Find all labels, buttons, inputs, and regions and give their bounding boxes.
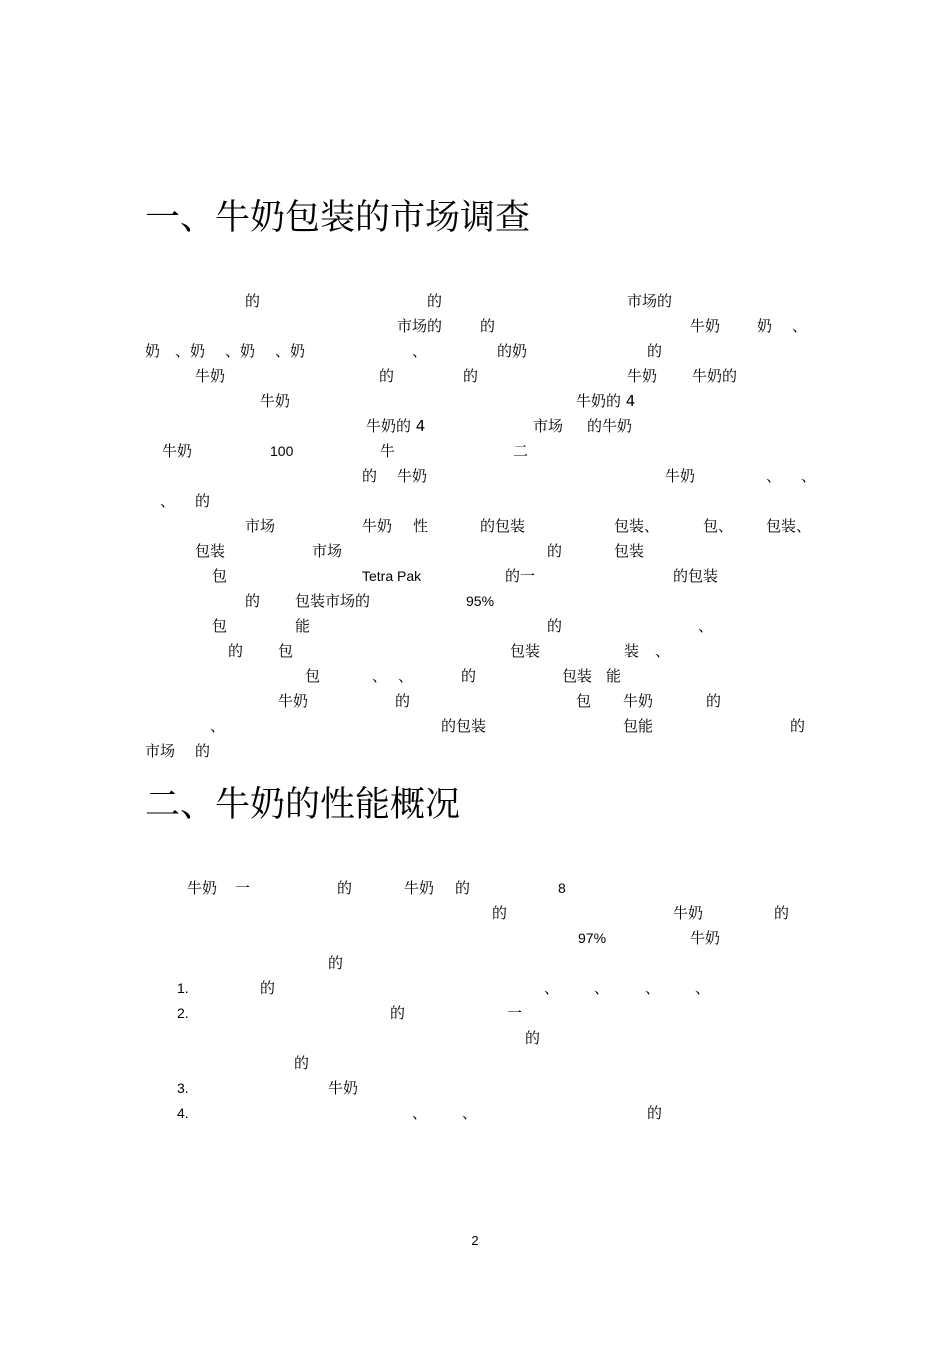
text-fragment: 、 <box>372 667 388 685</box>
text-fragment: 的 <box>245 592 261 610</box>
text-fragment: 牛奶 <box>187 879 218 897</box>
text-fragment: 奶 <box>757 317 773 335</box>
text-fragment: 、 <box>160 492 176 510</box>
text-fragment: 牛奶 <box>162 442 193 460</box>
text-fragment: 的 <box>647 342 663 360</box>
text-fragment: 市场 <box>145 742 176 760</box>
text-fragment: 牛奶 <box>627 367 658 385</box>
text-fragment: 性 <box>413 517 429 535</box>
text-fragment: 牛奶 <box>328 1079 359 1097</box>
text-fragment: 的 <box>463 367 479 385</box>
text-fragment: 牛奶 <box>404 879 435 897</box>
text-fragment: 的 <box>790 717 806 735</box>
text-fragment: 牛奶 <box>673 904 704 922</box>
text-fragment: 的 <box>337 879 353 897</box>
text-fragment: 包装、 <box>614 517 660 535</box>
text-fragment: 2. <box>177 1005 189 1021</box>
text-fragment: 市场的 <box>397 317 443 335</box>
page-number: 2 <box>471 1233 479 1248</box>
text-fragment: 包装、 <box>766 517 812 535</box>
text-fragment: 包 <box>278 642 294 660</box>
text-fragment: 能 <box>606 667 622 685</box>
text-fragment: 包能 <box>623 717 654 735</box>
text-fragment: 、 <box>210 717 226 735</box>
text-fragment: 装 <box>624 642 640 660</box>
text-fragment: 包 <box>305 667 321 685</box>
text-fragment: 、奶 <box>225 342 256 360</box>
text-fragment: 包装 <box>562 667 593 685</box>
text-fragment: 能 <box>295 617 311 635</box>
text-fragment: 的 <box>294 1054 310 1072</box>
text-fragment: 的 <box>492 904 508 922</box>
text-fragment: Tetra Pak <box>362 568 422 584</box>
text-fragment: 牛奶 <box>362 517 393 535</box>
text-fragment: 的 <box>195 742 211 760</box>
text-fragment: 、 <box>544 979 560 997</box>
text-fragment: 、 <box>412 1104 428 1122</box>
text-fragment: 牛奶 <box>665 467 696 485</box>
text-fragment: 1. <box>177 980 189 996</box>
text-fragment: 包装市场的 <box>295 592 371 610</box>
text-fragment: 的 <box>395 692 411 710</box>
text-fragment: 100 <box>270 443 294 459</box>
text-fragment: 的牛奶 <box>587 417 633 435</box>
text-fragment: 3. <box>177 1080 189 1096</box>
text-fragment: 4. <box>177 1105 189 1121</box>
text-fragment: 的 <box>461 667 477 685</box>
text-fragment: 的 <box>260 979 276 997</box>
text-fragment: 的包装 <box>441 717 487 735</box>
text-fragment: 牛奶 <box>690 929 721 947</box>
text-fragment: 牛奶 <box>260 392 291 410</box>
text-fragment: 包 <box>212 567 228 585</box>
text-fragment: 一 <box>507 1004 523 1022</box>
text-fragment: 市场 <box>533 417 564 435</box>
text-fragment: 的包装 <box>673 567 719 585</box>
text-fragment: 、 <box>792 317 808 335</box>
section-heading-market-survey: 一、牛奶包装的市场调查 <box>145 198 531 238</box>
text-fragment: 、 <box>645 979 661 997</box>
text-fragment: 、 <box>462 1104 478 1122</box>
text-fragment: 牛奶 <box>690 317 721 335</box>
text-fragment: 牛奶的 4 <box>366 417 426 435</box>
text-fragment: 的 <box>390 1004 406 1022</box>
text-fragment: 的一 <box>505 567 536 585</box>
text-fragment: 、 <box>398 667 414 685</box>
text-fragment: 牛奶的 4 <box>576 392 636 410</box>
text-fragment: 的 <box>427 292 443 310</box>
text-fragment: 95% <box>466 593 495 609</box>
text-fragment: 、奶 <box>275 342 306 360</box>
text-fragment: 的 <box>547 542 563 560</box>
text-fragment: 、 <box>594 979 610 997</box>
text-fragment: 的包装 <box>480 517 526 535</box>
text-fragment: 、 <box>766 467 782 485</box>
text-fragment: 的 <box>245 292 261 310</box>
text-fragment: 包装 <box>510 642 541 660</box>
text-fragment: 的 <box>480 317 496 335</box>
text-fragment: 的 <box>525 1029 541 1047</box>
text-fragment: 的 <box>647 1104 663 1122</box>
text-fragment: 、 <box>655 642 671 660</box>
text-fragment: 的 <box>328 954 344 972</box>
text-fragment: 的 <box>774 904 790 922</box>
text-fragment: 的 <box>379 367 395 385</box>
text-fragment: 、 <box>695 979 711 997</box>
text-fragment: 牛奶 <box>195 367 226 385</box>
text-fragment: 的奶 <box>497 342 528 360</box>
text-fragment: 包 <box>212 617 228 635</box>
text-fragment: 牛 <box>380 442 396 460</box>
text-fragment: 的 <box>195 492 211 510</box>
text-fragment: 的 <box>547 617 563 635</box>
text-fragment: 市场的 <box>627 292 673 310</box>
text-fragment: 、 <box>412 342 428 360</box>
text-fragment: 市场 <box>245 517 276 535</box>
text-fragment: 8 <box>558 880 566 896</box>
text-fragment: 包 <box>576 692 592 710</box>
text-fragment: 牛奶 <box>278 692 309 710</box>
text-fragment: 的 <box>455 879 471 897</box>
text-fragment: 奶 <box>145 342 161 360</box>
text-fragment: 二 <box>513 442 529 460</box>
section-heading-milk-performance: 二、牛奶的性能概况 <box>145 785 461 825</box>
text-fragment: 市场 <box>312 542 343 560</box>
text-fragment: 的 <box>706 692 722 710</box>
text-fragment: 一 <box>235 879 251 897</box>
text-fragment: 牛奶的 <box>692 367 738 385</box>
text-fragment: 的 <box>362 467 378 485</box>
text-fragment: 包装 <box>614 542 645 560</box>
text-fragment: 牛奶 <box>397 467 428 485</box>
text-fragment: 的 <box>228 642 244 660</box>
text-fragment: 、奶 <box>175 342 206 360</box>
text-fragment: 牛奶 <box>623 692 654 710</box>
text-fragment: 、 <box>801 467 817 485</box>
text-fragment: 包、 <box>703 517 734 535</box>
text-fragment: 包装 <box>195 542 226 560</box>
text-fragment: 、 <box>698 617 714 635</box>
text-fragment: 97% <box>578 930 607 946</box>
